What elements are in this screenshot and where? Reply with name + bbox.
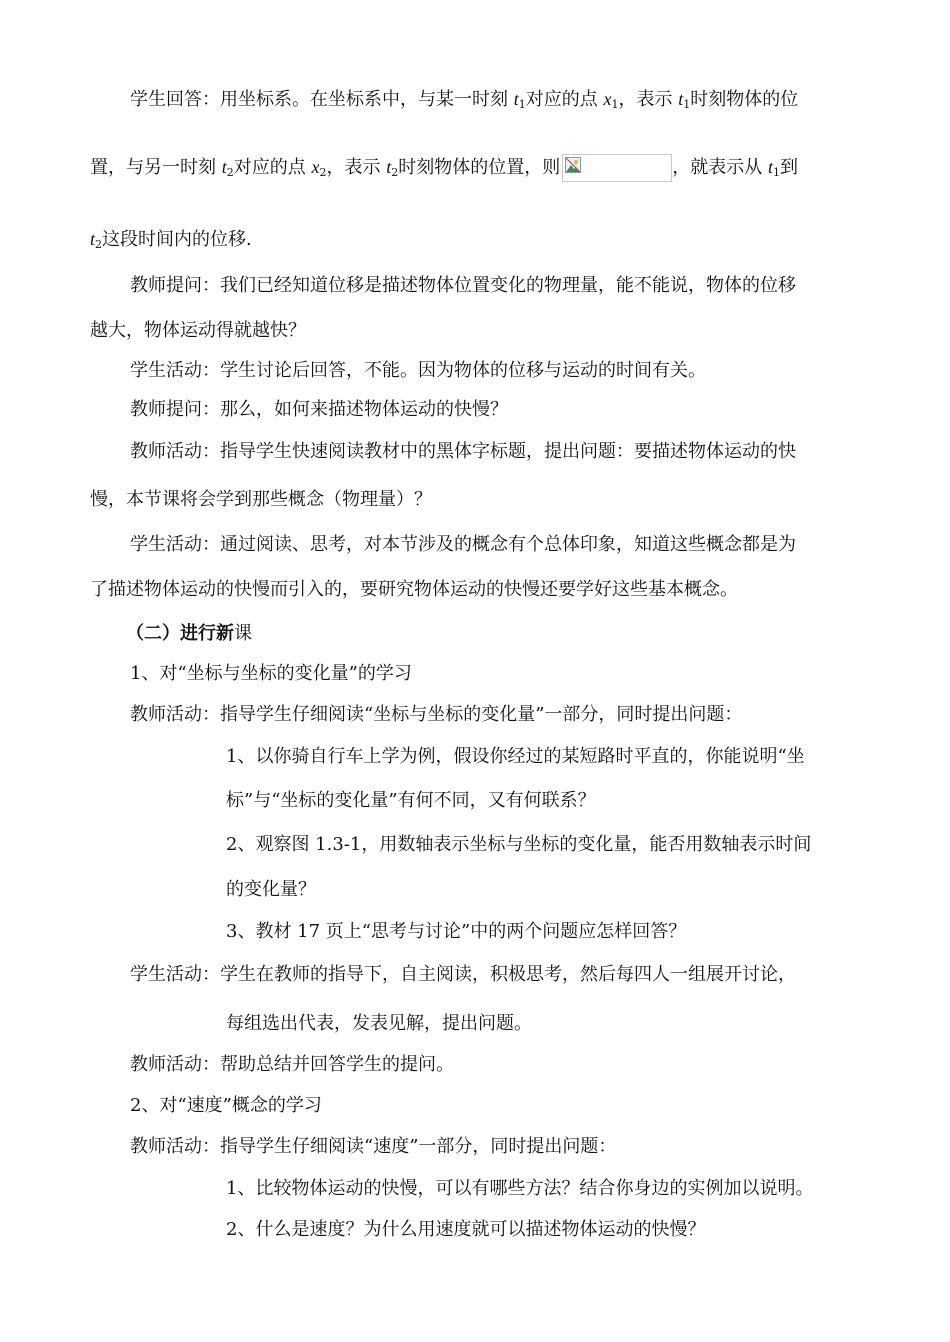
paragraph-line: 学生活动：学生讨论后回答，不能。因为物体的位移与运动的时间有关。: [130, 360, 706, 381]
math-var: t: [513, 89, 519, 109]
paragraph-line: $t_2$这段时间内的位移.: [90, 229, 252, 251]
paragraph-line: 置，与另一时刻 $t_2$对应的点 $x_2$，表示 $t_2$时刻物体的位置，则 ，就表示从 $t_1$到: [90, 154, 798, 182]
section-heading: （二）进行新课: [126, 623, 252, 644]
paragraph-line: 学生回答：用坐标系。在坐标系中，与某一时刻 $t_1$对应的点 $x_1$，表示 $t_1$时刻物体的位: [130, 89, 799, 111]
question-item: 1、以你骑自行车上学为例，假设你经过的某短路时平直的，你能说明“坐: [226, 746, 805, 767]
question-item: 标”与“坐标的变化量”有何不同，又有何联系？: [226, 790, 596, 811]
paragraph-line: 教师活动：指导学生快速阅读教材中的黑体字标题，提出问题：要描述物体运动的快: [130, 441, 796, 462]
question-item: 3、教材 17 页上“思考与讨论”中的两个问题应怎样回答？: [226, 921, 687, 942]
paragraph-line: 教师活动：指导学生仔细阅读“速度”一部分，同时提出问题：: [130, 1136, 617, 1157]
math-var: x: [603, 89, 612, 109]
paragraph-line: 了描述物体运动的快慢而引入的，要研究物体运动的快慢还要学好这些基本概念。: [90, 579, 738, 600]
paragraph-line: 教师提问：我们已经知道位移是描述物体位置变化的物理量，能不能说，物体的位移: [130, 275, 796, 296]
question-item: 2、什么是速度？为什么用速度就可以描述物体运动的快慢？: [226, 1219, 706, 1240]
paragraph-line: 教师活动：指导学生仔细阅读“坐标与坐标的变化量”一部分，同时提出问题：: [130, 704, 743, 725]
paragraph-line: 学生活动：通过阅读、思考，对本节涉及的概念有个总体印象，知道这些概念都是为: [130, 534, 796, 555]
broken-image-icon: [565, 157, 581, 173]
question-item: 的变化量？: [226, 879, 316, 900]
math-var: t: [678, 89, 684, 109]
paragraph-line: 每组选出代表，发表见解，提出问题。: [226, 1013, 532, 1034]
broken-image-placeholder: [562, 154, 672, 182]
question-item: 1、比较物体运动的快慢，可以有哪些方法？结合你身边的实例加以说明。: [226, 1178, 814, 1199]
subsection-heading: 1、对“坐标与坐标的变化量”的学习: [130, 663, 412, 684]
paragraph-line: 教师提问：那么，如何来描述物体运动的快慢？: [130, 399, 508, 420]
paragraph-line: 学生活动：学生在教师的指导下，自主阅读，积极思考，然后每四人一组展开讨论，: [130, 964, 796, 985]
paragraph-line: 教师活动：帮助总结并回答学生的提问。: [130, 1054, 454, 1075]
paragraph-line: 越大，物体运动得就越快？: [90, 320, 306, 341]
subsection-heading: 2、对“速度”概念的学习: [130, 1095, 322, 1116]
paragraph-line: 慢，本节课将会学到那些概念（物理量）？: [90, 489, 432, 510]
question-item: 2、观察图 1.3-1，用数轴表示坐标与坐标的变化量，能否用数轴表示时间: [226, 834, 812, 855]
